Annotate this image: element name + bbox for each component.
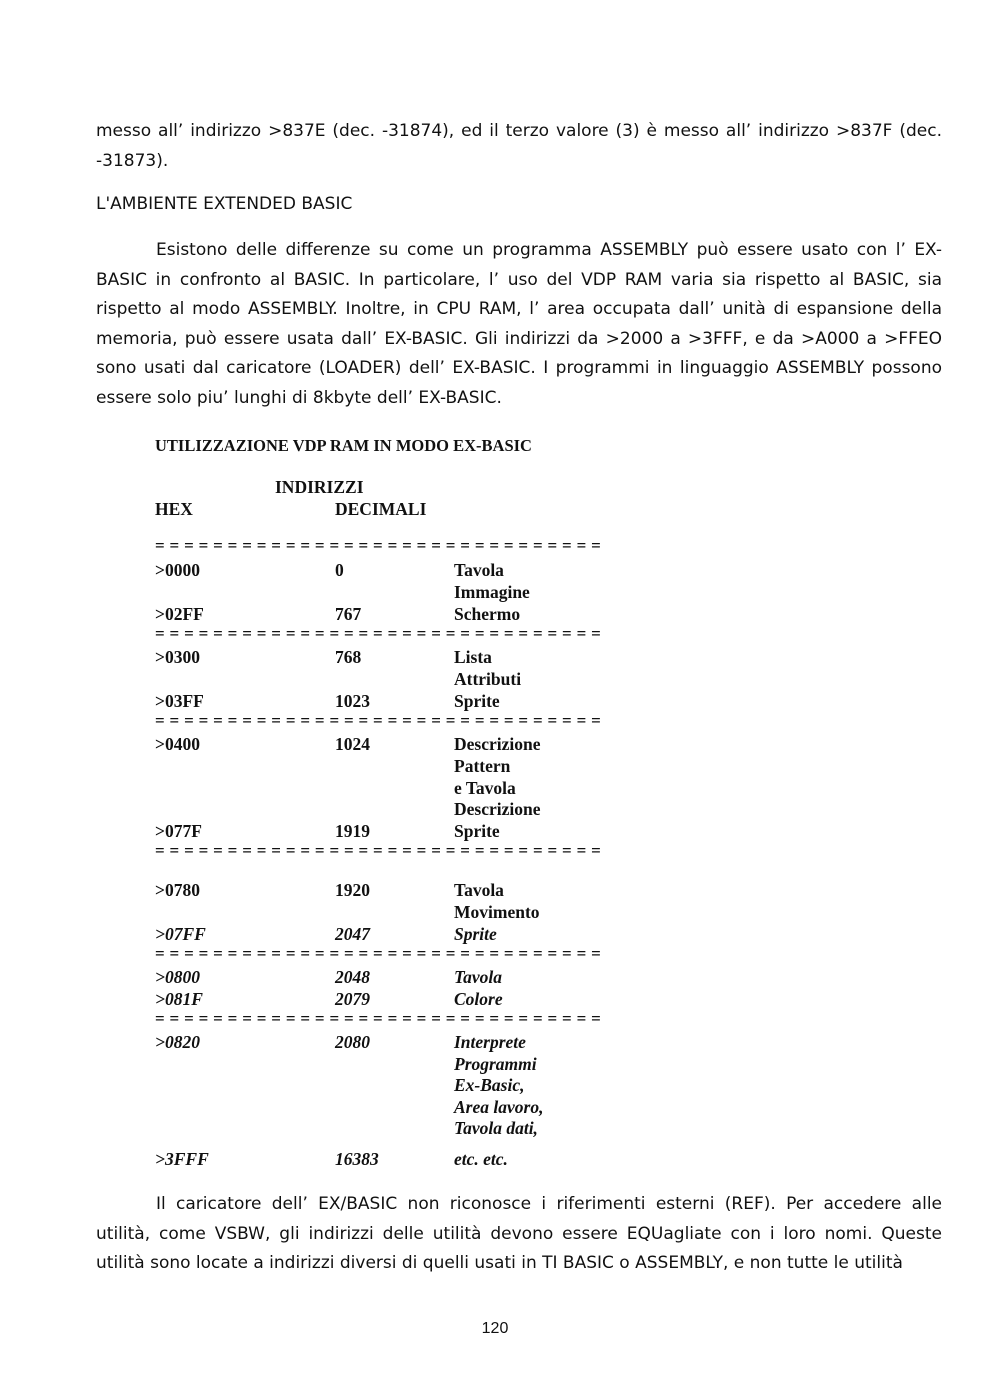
desc-line: Attributi [454,669,522,689]
desc-line: e Tavola [454,778,516,798]
desc-line: Tavola [454,967,502,987]
desc-line: Sprite [454,821,500,841]
section-paragraph [96,236,942,413]
section-text: Esistono delle differenze su come un programma ASSEMBLY può essere usato con l’ EX-BASIC in confronto al BASIC. In particolare, l’ uso del VDP RAM varia sia rispetto al BASIC, sia rispetto al modo ASSEMBLY. Inoltre, in CPU RAM, l’ area occupata dall’ unità di espansione della memoria, può essere usata dall’ EX-BASIC. Gli indirizzi da >2000 a >3FFF, e da >A000 a >FFEO sono usati dal caricatore (LOADER) dell’ EX-BASIC. I programmi in linguaggio ASSEMBLY possono essere solo piu’ lunghi di 8kbyte dell’ EX-BASIC. [96,240,942,408]
hex-end: >077F [155,821,202,841]
dec-end: 767 [335,604,362,624]
table-separator: = = = = = = = = = = = = = = = = = = = = = = = = = = = = = = = [155,944,602,963]
desc-line: Tavola dati, [454,1118,538,1138]
desc-line: Programmi [454,1054,537,1074]
desc-line: Schermo [454,604,521,624]
hex-start: >0800 [155,967,200,987]
desc-line: Ex-Basic, [454,1075,525,1095]
hex-start: >0780 [155,880,200,900]
header-indirizzi: INDIRIZZI [275,477,364,497]
desc-line: Sprite [454,691,500,711]
table-separator: = = = = = = = = = = = = = = = = = = = = = = = = = = = = = = = [155,711,602,730]
dec-start: 1024 [335,734,370,754]
dec-start: 0 [335,560,344,580]
section-title: L'AMBIENTE EXTENDED BASIC [96,194,353,214]
outro-paragraph [96,1190,942,1279]
dec-start: 768 [335,647,362,667]
table-title: UTILIZZAZIONE VDP RAM IN MODO EX-BASIC [155,436,532,455]
hex-start: >0820 [155,1032,200,1052]
intro-paragraph [96,117,942,176]
desc-line: Interprete [454,1032,526,1052]
hex-end: >03FF [155,691,204,711]
dec-end: 1023 [335,691,370,711]
intro-text: messo all’ indirizzo >837E (dec. -31874), ed il terzo valore (3) è messo all’ indirizzo >837F (dec. -31873). [96,121,942,171]
dec-start: 2080 [335,1032,370,1052]
table-separator: = = = = = = = = = = = = = = = = = = = = = = = = = = = = = = = [155,536,602,555]
table-separator: = = = = = = = = = = = = = = = = = = = = = = = = = = = = = = = [155,624,602,643]
hex-start: >0300 [155,647,200,667]
header-hex: HEX [155,499,193,519]
dec-end: 2047 [335,924,370,944]
hex-end: >3FFF [155,1149,209,1169]
table-separator: = = = = = = = = = = = = = = = = = = = = = = = = = = = = = = = [155,841,602,860]
dec-end: 1919 [335,821,370,841]
desc-line: Tavola [454,560,504,580]
desc-line: Movimento [454,902,540,922]
desc-line: Immagine [454,582,530,602]
dec-start: 2048 [335,967,370,987]
hex-end: >081F [155,989,203,1009]
header-decimali: DECIMALI [335,499,427,519]
page-number: 120 [481,1320,509,1337]
dec-end: 16383 [335,1149,379,1169]
desc-line: Descrizione [454,734,541,754]
desc-line: Lista [454,647,492,667]
dec-start: 1920 [335,880,370,900]
desc-line: Pattern [454,756,511,776]
outro-text: Il caricatore dell’ EX/BASIC non riconosce i riferimenti esterni (REF). Per accedere alle utilità, come VSBW, gli indirizzi delle utilità devono essere EQUagliate con i loro nomi. Queste utilità sono locate a indirizzi diversi di quelli usati in TI BASIC o ASSEMBLY, e non tutte le utilità [96,1194,942,1273]
hex-start: >0000 [155,560,200,580]
desc-line: Descrizione [454,799,541,819]
hex-end: >07FF [155,924,206,944]
desc-line: Area lavoro, [454,1097,544,1117]
desc-line: Sprite [454,924,497,944]
dec-end: 2079 [335,989,370,1009]
desc-line: Colore [454,989,503,1009]
hex-end: >02FF [155,604,204,624]
desc-line: etc. etc. [454,1149,508,1169]
desc-line: Tavola [454,880,504,900]
hex-start: >0400 [155,734,200,754]
table-separator: = = = = = = = = = = = = = = = = = = = = = = = = = = = = = = = [155,1009,602,1028]
